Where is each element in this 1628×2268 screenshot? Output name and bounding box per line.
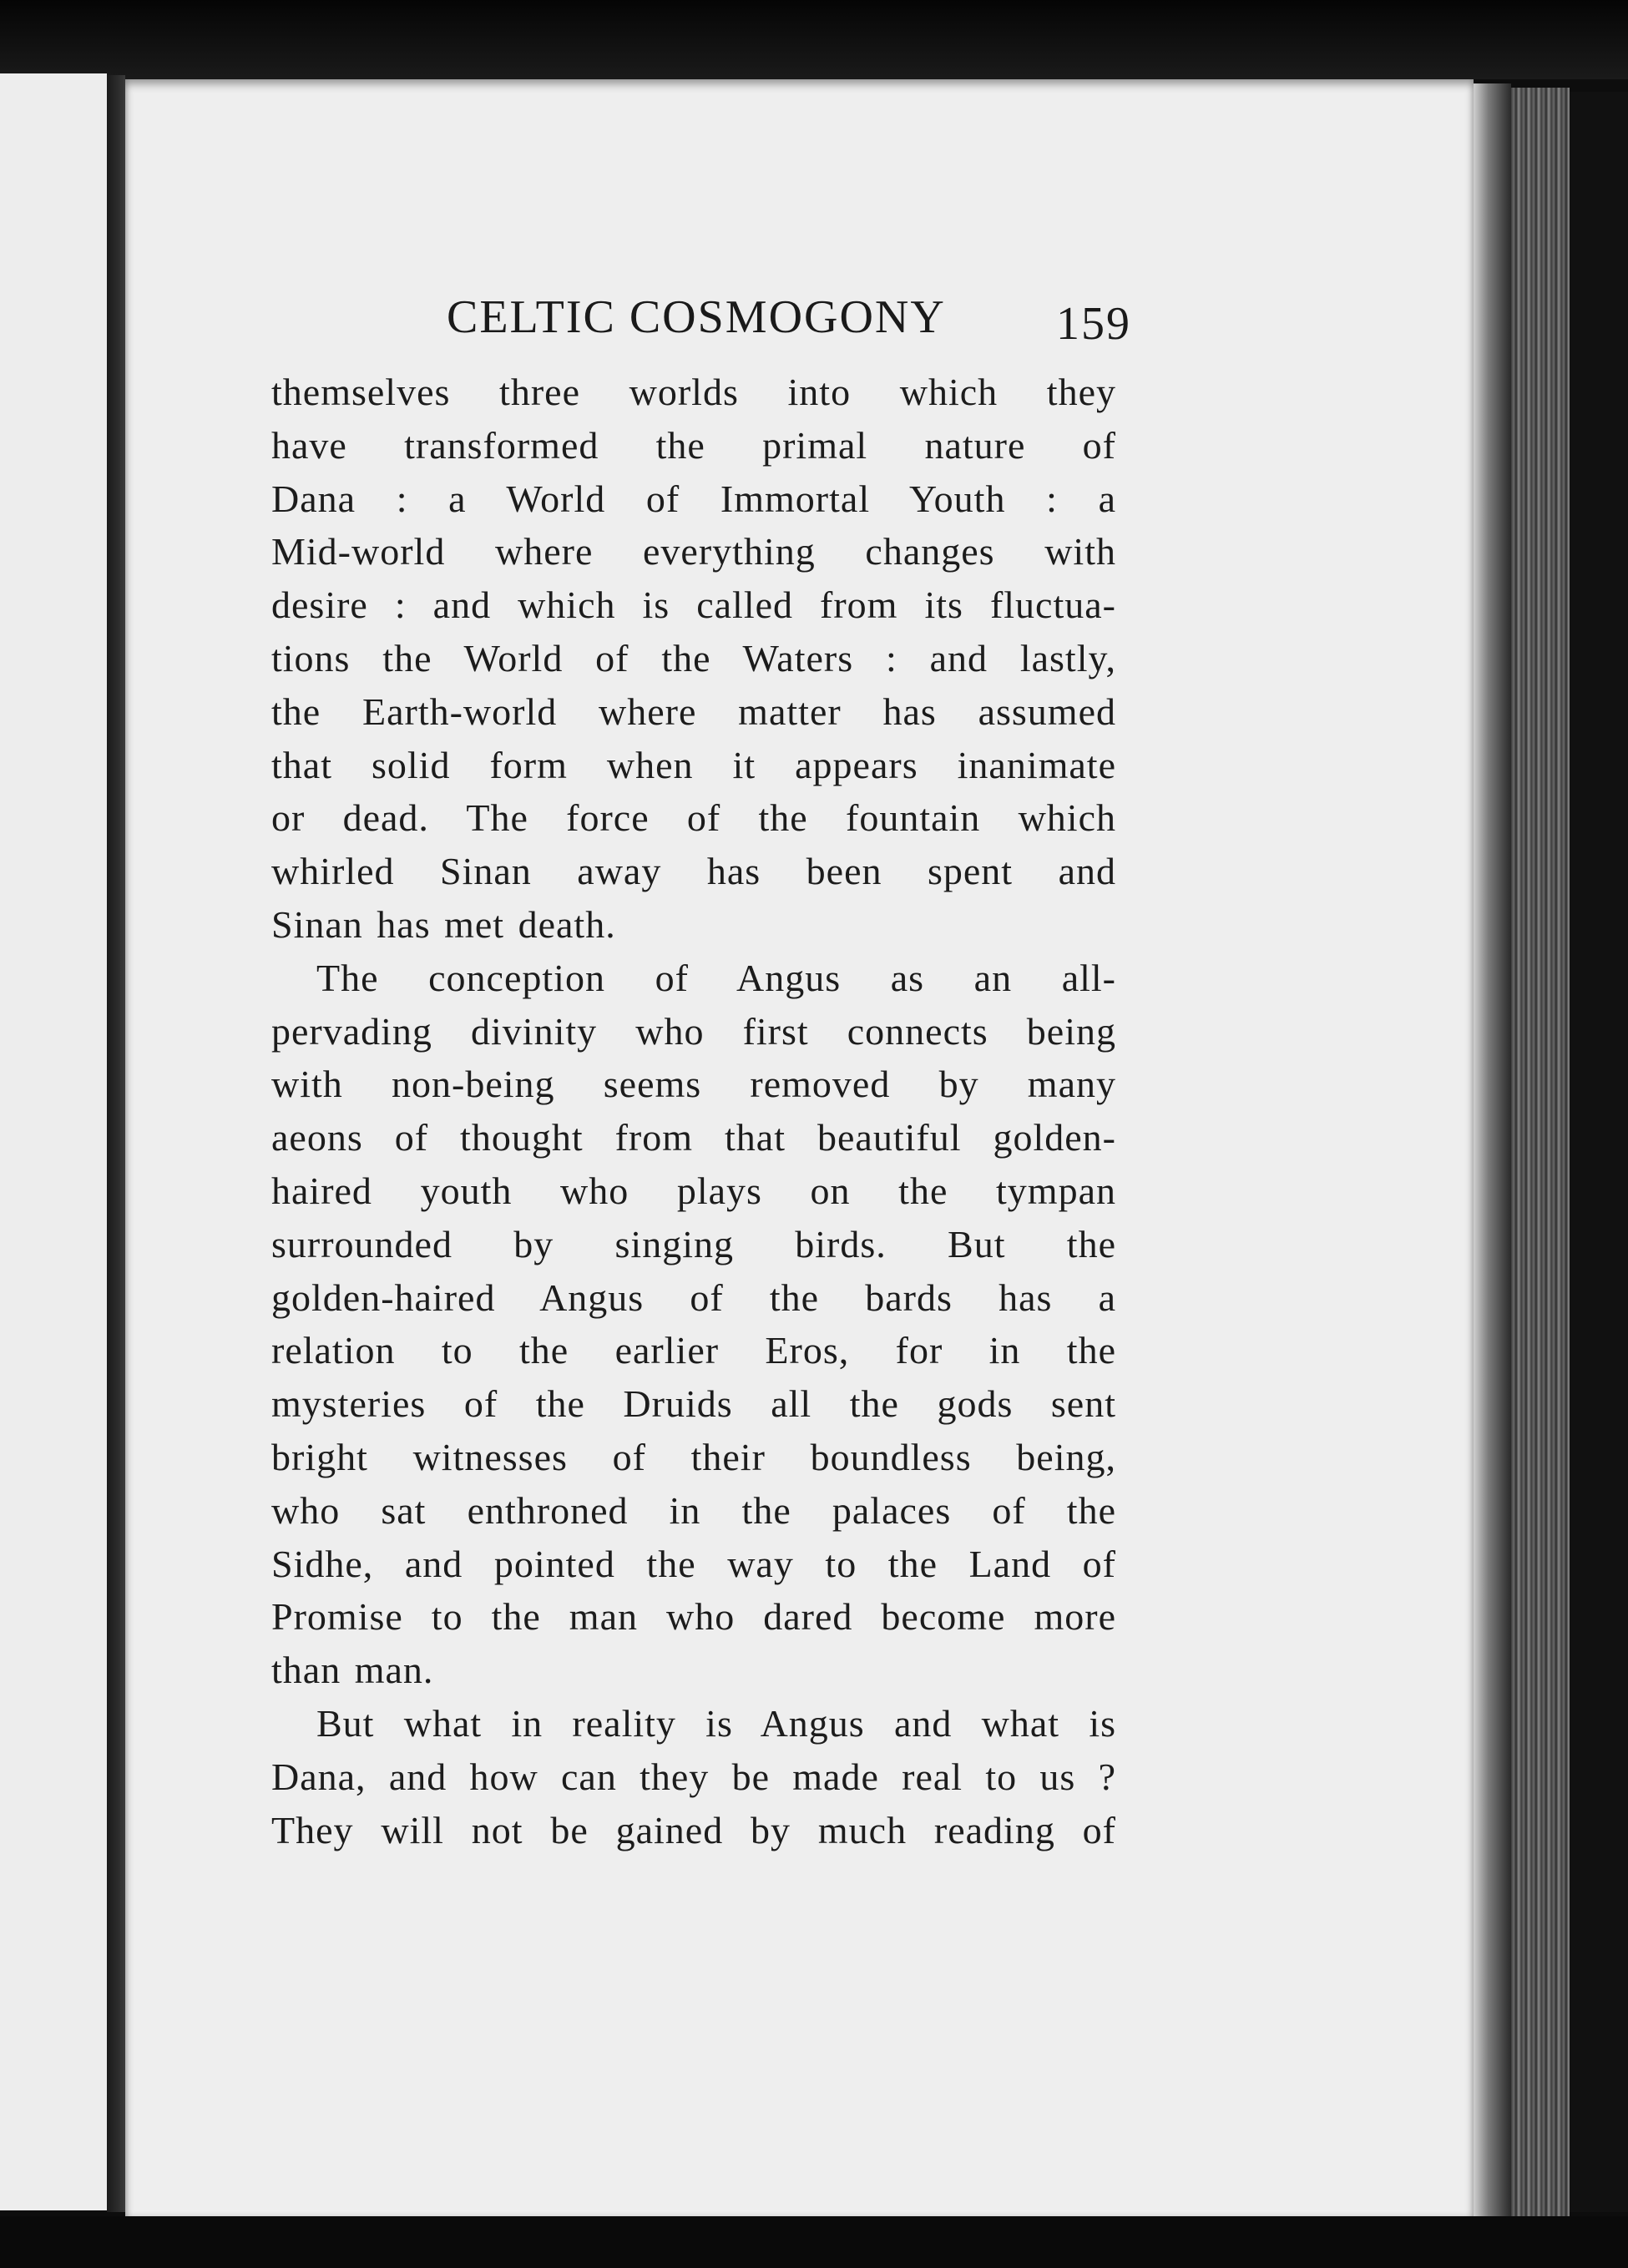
text-line: Sinan has met death. (271, 902, 616, 946)
text-line: They will not be gained by much reading of (271, 1808, 1116, 1851)
paragraph (271, 366, 1116, 952)
text-line: tions the World of the Waters : and lastly, (271, 636, 1116, 679)
text-line: that solid form when it appears inanimate (271, 743, 1116, 786)
text-line: The conception of Angus as an all- (316, 956, 1116, 999)
text-line: themselves three worlds into which they (271, 371, 1116, 413)
text-line: than man. (271, 1649, 434, 1692)
text-line: haired youth who plays on the tympan (271, 1169, 1116, 1212)
scan-border-bottom (0, 2216, 1628, 2268)
scan-border-right (1570, 92, 1628, 2212)
text-line: Sidhe, and pointed the way to the Land of (271, 1542, 1116, 1585)
text-line: with non-being seems removed by many (271, 1063, 1116, 1106)
text-line: Mid-world where everything changes with (271, 530, 1116, 573)
text-line: Promise to the man who dared become more (271, 1595, 1116, 1639)
paragraph (271, 1697, 1116, 1856)
gutter-shadow (107, 75, 125, 2212)
page-header (447, 288, 1131, 350)
text-line: mysteries of the Druids all the gods sent (271, 1382, 1116, 1426)
text-line: who sat enthroned in the palaces of the (271, 1488, 1116, 1532)
text-line: whirled Sinan away has been spent and (271, 850, 1116, 893)
page-fore-edge (1474, 83, 1511, 2220)
text-line: relation to the earlier Eros, for in the (271, 1329, 1116, 1372)
text-line: Dana : a World of Immortal Youth : a (271, 477, 1116, 520)
text-line: bright witnesses of their boundless being, (271, 1435, 1116, 1478)
body-text (271, 366, 1116, 1856)
facing-page-edge (0, 73, 107, 2210)
page-stack (1511, 88, 1570, 2216)
text-line: desire : and which is called from its fluctua- (271, 583, 1116, 627)
running-head: CELTIC COSMOGONY (447, 291, 946, 343)
paragraph (271, 952, 1116, 1697)
text-line: the Earth-world where matter has assumed (271, 689, 1116, 733)
text-line: have transformed the primal nature of (271, 423, 1116, 467)
text-line: aeons of thought from that beautiful golden- (271, 1116, 1116, 1159)
page-number: 159 (1056, 298, 1131, 350)
text-line: Dana, and how can they be made real to us ? (271, 1755, 1116, 1798)
text-line: or dead. The force of the fountain which (271, 796, 1116, 840)
text-line: But what in reality is Angus and what is (316, 1701, 1116, 1745)
text-line: surrounded by singing birds. But the (271, 1222, 1116, 1265)
scan-border-top (0, 0, 1628, 79)
text-line: pervading divinity who first connects being (271, 1009, 1116, 1053)
text-line: golden-haired Angus of the bards has a (271, 1275, 1116, 1319)
